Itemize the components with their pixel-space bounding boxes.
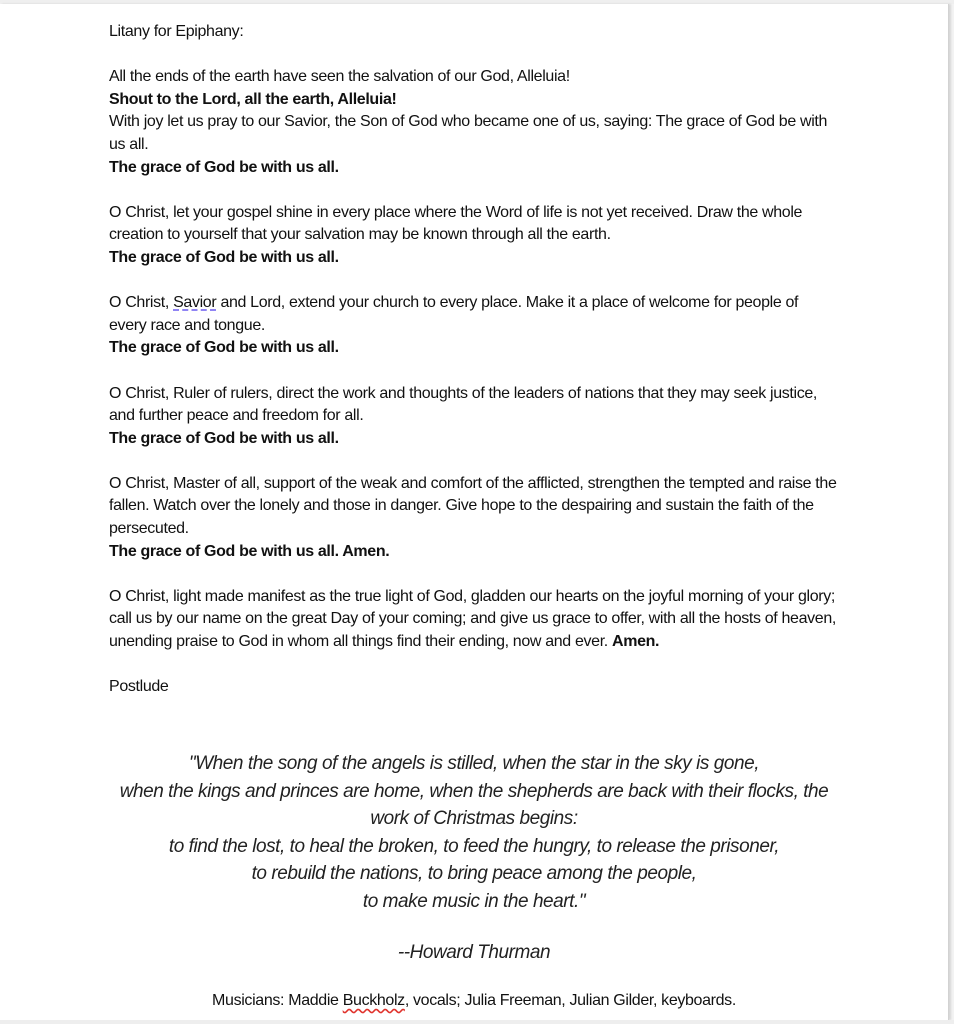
closing-prayer — [109, 586, 839, 654]
petition-response: The grace of God be with us all. Amen. — [109, 542, 390, 560]
petition-text — [109, 292, 839, 337]
quote-line: to find the lost, to heal the broken, to feed the hungry, to release the prisoner, — [168, 835, 780, 857]
closing-amen: Amen. — [611, 633, 660, 651]
thurman-quote — [109, 750, 839, 915]
petition-text-end: and Lord, extend your church to every place. Make it a place of welcome for people of every race and tongue. — [109, 294, 799, 334]
closing-prayer-text: O Christ, light made manifest as the true light of God, gladden our hearts on the joyful morning of your glory; call us by our name on the great Day of your coming; and give us grace to offer, with all the hosts of heaven, unending praise to God in whom all things find their ending, now and ever. — [109, 587, 836, 651]
grammar-flagged-word[interactable]: Savior — [173, 294, 217, 312]
petition-response: The grace of God be with us all. — [109, 339, 339, 357]
opening-response: Shout to the Lord, all the earth, Alleluia! — [109, 90, 397, 108]
quote-line: to rebuild the nations, to bring peace among the people, — [251, 863, 697, 884]
quote-line: "When the song of the angels is stilled, when the star in the sky is gone, — [188, 753, 760, 774]
opening-invitation: With joy let us pray to our Savior, the Son of God who became one of us, saying: The grace of God be with us all. — [109, 113, 828, 153]
petition-text: O Christ, let your gospel shine in every place where the Word of life is not yet received. Draw the whole creation to yourself that your salvation may be known through all the earth. — [109, 203, 803, 244]
quote-author: --Howard Thurman — [397, 942, 551, 963]
spelling-flagged-word[interactable]: Buckholz — [342, 992, 405, 1009]
quote-line: to make music in the heart." — [362, 890, 586, 912]
document-page[interactable] — [0, 4, 949, 1020]
petition-text: O Christ, Master of all, support of the weak and comfort of the afflicted, strengthen the tempted and raise the fallen. Watch over the lonely and those in danger. Give hope to the despairing and sustain the faith of the persecuted. — [109, 474, 837, 538]
litany-heading: Litany for Epiphany: — [109, 23, 244, 40]
petition-text-start: O Christ, — [109, 294, 174, 312]
musicians-suffix: , vocals; Julia Freeman, Julian Gilder, keyboards. — [404, 992, 736, 1009]
opening-leader: All the ends of the earth have seen the salvation of our God, Alleluia! — [109, 68, 570, 86]
petition-response: The grace of God be with us all. — [109, 248, 339, 266]
litany-body[interactable] — [109, 21, 839, 699]
petition-response: The grace of God be with us all. — [109, 429, 339, 447]
window-bottom-edge — [0, 1020, 954, 1024]
musicians-credit — [109, 992, 839, 1010]
musicians-prefix: Musicians: Maddie — [212, 992, 343, 1009]
postlude-label: Postlude — [109, 678, 169, 696]
quote-line: when the kings and princes are home, when the shepherds are back with their flocks, the work of Christmas begins: — [119, 780, 829, 829]
petition-text: O Christ, Ruler of rulers, direct the work and thoughts of the leaders of nations that they may seek justice, and further peace and freedom for all. — [109, 384, 817, 425]
opening-refrain: The grace of God be with us all. — [109, 158, 339, 176]
